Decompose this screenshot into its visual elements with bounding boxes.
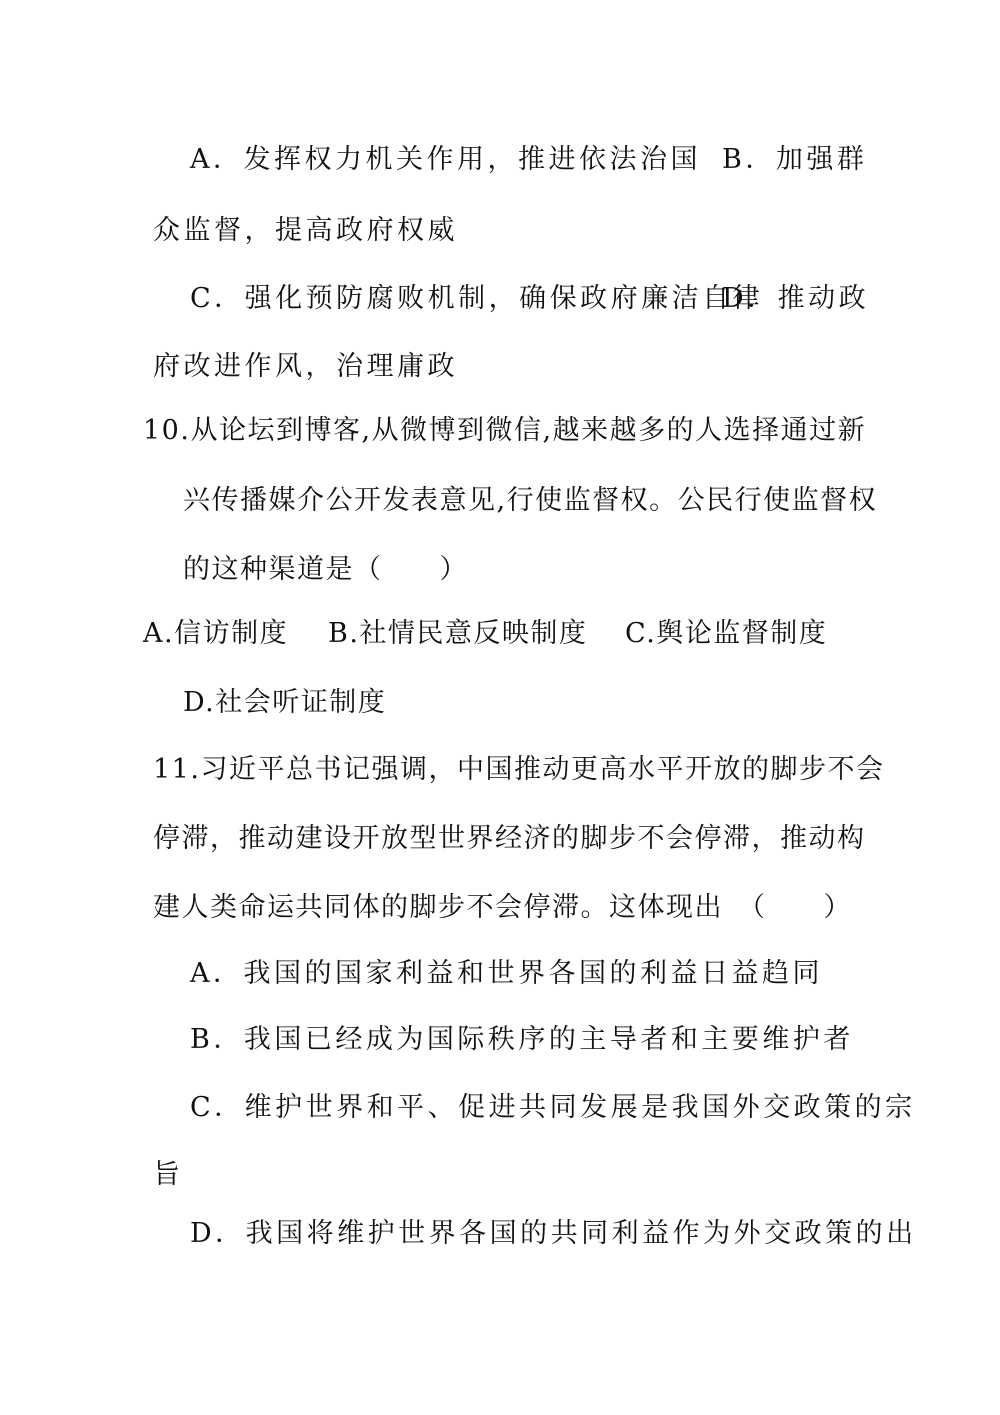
q9-option-b-start: B．加强群 <box>722 144 868 175</box>
q9-option-b-end: 众监督，提高政府权威 <box>153 215 458 246</box>
q11-stem-line-2: 停滞，推动建设开放型世界经济的脚步不会停滞，推动构 <box>153 823 866 854</box>
q11-option-a: A．我国的国家利益和世界各国的利益日益趋同 <box>190 958 823 989</box>
q11-option-c-end: 旨 <box>153 1159 184 1190</box>
q11-option-c-start: C．维护世界和平、促进共同发展是我国外交政策的宗 <box>190 1092 916 1123</box>
q9-option-c: C．强化预防腐败机制，确保政府廉洁自律 <box>190 283 764 314</box>
q11-option-d-start: D．我国将维护世界各国的共同利益作为外交政策的出 <box>190 1218 917 1249</box>
q10-option-a: A.信访制度 <box>143 618 289 649</box>
q10-option-d: D.社会听证制度 <box>183 687 387 718</box>
q10-option-b: B.社情民意反映制度 <box>328 618 588 649</box>
q9-option-d-end: 府改进作风，治理庸政 <box>153 351 458 382</box>
q10-stem-line-1: 10.从论坛到博客,从微博到微信,越来越多的人选择通过新 <box>143 415 867 446</box>
q10-option-c: C.舆论监督制度 <box>625 618 828 649</box>
q10-stem-line-2: 兴传播媒介公开发表意见,行使监督权。公民行使监督权 <box>183 485 878 516</box>
q11-stem-line-3: 建人类命运共同体的脚步不会停滞。这体现出 （ ） <box>153 892 852 923</box>
q11-stem-line-1: 11.习近平总书记强调，中国推动更高水平开放的脚步不会 <box>153 754 885 785</box>
q11-option-b: B．我国已经成为国际秩序的主导者和主要维护者 <box>190 1024 854 1055</box>
q9-option-d-start: D．推动政 <box>722 283 870 314</box>
q9-option-a: A．发挥权力机关作用，推进依法治国 <box>190 144 701 175</box>
q10-stem-line-3: 的这种渠道是（ ） <box>183 554 468 585</box>
